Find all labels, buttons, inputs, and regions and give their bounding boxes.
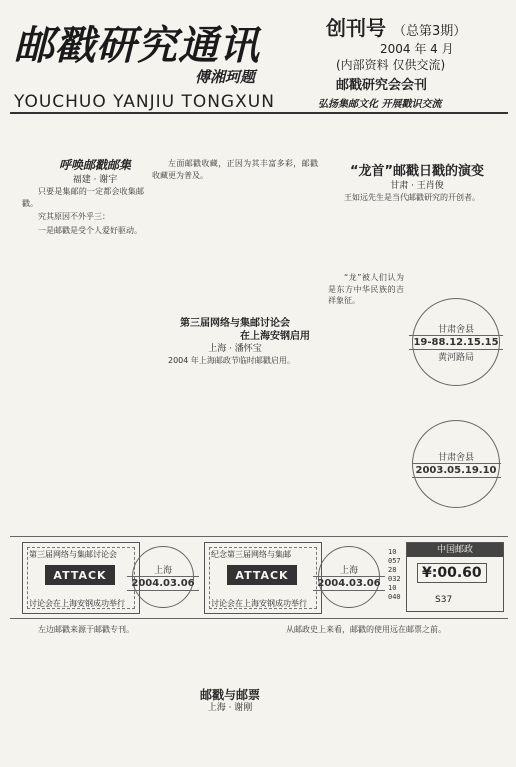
paragraph: 一是邮戳是受个人爱好驱动。: [38, 225, 142, 235]
issue-total: （总第3期）: [392, 24, 467, 39]
postmark-date: 2004.03.06: [127, 576, 198, 591]
postmark-top-text: 甘肃舍县: [437, 453, 474, 463]
code-line: 10: [388, 584, 397, 592]
issue-date: 2004 年 4 月: [380, 42, 454, 56]
bottom-right-body: [270, 624, 502, 758]
article2-body: [152, 355, 318, 533]
paragraph: “龙”被人们认为是东方中华民族的吉祥象征。: [328, 273, 404, 306]
article2-upper-body: [152, 158, 318, 310]
article1-title: 呼唤邮戳邮集: [58, 158, 131, 172]
article3-author: 甘肃 · 王肖俊: [390, 181, 444, 191]
code-line: 10: [388, 548, 397, 556]
code-line: 040: [388, 593, 401, 601]
postmark-date: 19-88.12.15.15: [409, 335, 502, 350]
paragraph: 2004 年上海邮政节临时邮戳启用。: [168, 356, 295, 365]
paragraph: 从邮政史上来看，邮戳的使用远在邮票之前。: [286, 625, 446, 634]
paragraph: 王如远先生是当代邮戳研究的开创者。: [344, 193, 480, 202]
code-line: 057: [388, 557, 401, 565]
article3-title: “龙首”邮戳日戳的演变: [349, 164, 485, 179]
postmark-top-text: 上海: [339, 566, 358, 576]
article1-body: [22, 186, 144, 530]
cover-logo: ATTACK: [227, 565, 297, 585]
paragraph: 究其原因不外乎三：: [38, 212, 110, 222]
cover-caption-2: 讨论会在上海安钢成功举行: [211, 599, 307, 608]
article4-title: 邮戳与邮票: [199, 688, 260, 702]
article1-author: 福建 · 谢宇: [72, 175, 118, 185]
pinyin-title: YOUCHUO YANJIU TONGXUN: [14, 92, 275, 112]
issue-label: [326, 12, 466, 41]
postmark-gansu-1: [412, 298, 500, 386]
meter-number: S37: [435, 595, 453, 605]
postmark-top-text: 上海: [153, 566, 172, 576]
bottom-left-body: [22, 624, 260, 684]
postmark-bottom-text: 黄河路局: [437, 352, 474, 363]
postmark-top-text: 甘肃舍县: [437, 324, 474, 335]
commemorative-cover-1: [22, 542, 140, 614]
article4-body: [22, 712, 292, 754]
section-divider: [10, 536, 508, 537]
postmark-date: 2004.03.06: [313, 576, 384, 591]
article3-body-continued: [328, 272, 404, 534]
cover-caption: 第三届网络与集邮讨论会: [29, 550, 117, 559]
meter-value: ¥:00.60: [417, 563, 487, 583]
postage-meter-stamp: [406, 542, 504, 612]
postmark-gansu-2: [412, 420, 500, 508]
code-line: 032: [388, 575, 401, 583]
postmark-date: 2003.05.19.10: [412, 463, 501, 478]
society-name: 邮戳研究会会刊: [336, 78, 428, 93]
cover-caption: 纪念第三届网络与集邮: [211, 550, 291, 559]
internal-note: (内部资料 仅供交流): [336, 58, 446, 72]
masthead: [14, 10, 314, 72]
commemorative-cover-2: [204, 542, 322, 614]
article3-body: [328, 192, 502, 272]
article2-subtitle: 在上海安钢启用: [240, 331, 310, 342]
code-line: 28: [388, 566, 397, 574]
issue-name: 创刊号: [326, 16, 386, 40]
paragraph: 只要是集邮的一定都会收集邮戳。: [22, 187, 144, 208]
motto: 弘扬集邮文化 开展戳识交流: [318, 99, 442, 110]
cover-caption-2: 讨论会在上海安钢成功举行: [29, 599, 125, 608]
calligraphy-signature: 傅湘珂题: [195, 68, 256, 86]
cover-logo: ATTACK: [45, 565, 115, 585]
paragraph: 左边邮戳来源于邮戳专刊。: [38, 625, 134, 634]
masthead-rule: [10, 112, 508, 114]
article4-author: 上海 · 谢刚: [207, 703, 253, 713]
article2-title: 第三届网络与集邮讨论会: [180, 318, 290, 329]
paragraph: 左面邮戳收藏，正因为其丰富多彩，邮戳收藏更为普及。: [152, 159, 318, 180]
article2-author: 上海 · 潘怀宝: [208, 344, 262, 354]
newsletter-title: 邮戳研究通讯: [14, 22, 260, 69]
code-column: [388, 548, 404, 602]
meter-header: 中国邮政: [407, 543, 503, 557]
postmark-shanghai-2: [318, 546, 380, 608]
section-divider: [10, 618, 508, 619]
postmark-shanghai-1: [132, 546, 194, 608]
